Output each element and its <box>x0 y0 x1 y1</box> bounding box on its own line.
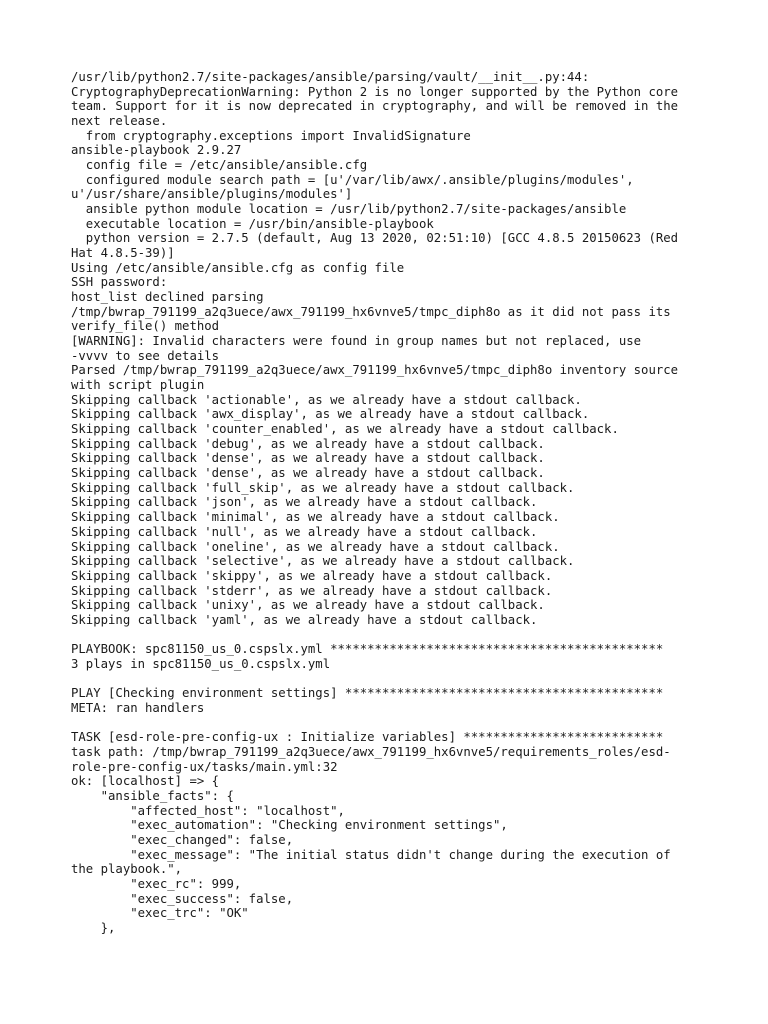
log-line: ansible python module location = /usr/lib/python2.7/site-packages/ansible <box>71 202 627 217</box>
log-line: "exec_automation": "Checking environment settings", <box>71 818 508 833</box>
log-line: with script plugin <box>71 378 205 393</box>
log-line: Skipping callback 'full_skip', as we already have a stdout callback. <box>71 480 575 495</box>
log-line: "exec_success": false, <box>71 891 294 906</box>
log-line: Skipping callback 'awx_display', as we already have a stdout callback. <box>71 407 590 422</box>
log-line: META: ran handlers <box>71 700 205 715</box>
log-line: [WARNING]: Invalid characters were found in group names but not replaced, use <box>71 334 642 349</box>
log-line: PLAYBOOK: spc81150_us_0.cspslx.yml ********************************************* <box>71 642 664 657</box>
terminal-log-output <box>71 70 701 936</box>
log-line: configured module search path = [u'/var/lib/awx/.ansible/plugins/modules', <box>71 172 634 187</box>
log-line: Skipping callback 'json', as we already have a stdout callback. <box>71 495 538 510</box>
log-line: CryptographyDeprecationWarning: Python 2 is no longer supported by the Python core <box>71 84 679 99</box>
log-line: Skipping callback 'selective', as we already have a stdout callback. <box>71 554 575 569</box>
log-line: ansible-playbook 2.9.27 <box>71 143 242 158</box>
log-line: }, <box>71 920 116 935</box>
log-line: Skipping callback 'minimal', as we already have a stdout callback. <box>71 510 560 525</box>
log-line: Hat 4.8.5-39)] <box>71 246 175 261</box>
log-line: host_list declined parsing <box>71 290 264 305</box>
log-line: "ansible_facts": { <box>71 788 234 803</box>
log-line: Skipping callback 'stderr', as we already have a stdout callback. <box>71 583 553 598</box>
log-line: team. Support for it is now deprecated in cryptography, and will be removed in the <box>71 99 679 114</box>
log-line: TASK [esd-role-pre-config-ux : Initialize variables] *************************** <box>71 730 664 745</box>
log-line: Skipping callback 'yaml', as we already have a stdout callback. <box>71 612 538 627</box>
log-line: Skipping callback 'oneline', as we already have a stdout callback. <box>71 539 560 554</box>
log-line: /tmp/bwrap_791199_a2q3uece/awx_791199_hx6vnve5/tmpc_diph8o as it did not pass its <box>71 304 671 319</box>
log-line: Parsed /tmp/bwrap_791199_a2q3uece/awx_791199_hx6vnve5/tmpc_diph8o inventory source <box>71 363 679 378</box>
log-line: -vvvv to see details <box>71 348 220 363</box>
log-line: executable location = /usr/bin/ansible-playbook <box>71 216 434 231</box>
log-line: /usr/lib/python2.7/site-packages/ansible/parsing/vault/__init__.py:44: <box>71 70 590 84</box>
log-line: Skipping callback 'unixy', as we already have a stdout callback. <box>71 598 545 613</box>
log-line: "exec_message": "The initial status didn't change during the execution of <box>71 847 671 862</box>
log-line: "exec_trc": "OK" <box>71 906 249 921</box>
log-line: 3 plays in spc81150_us_0.cspslx.yml <box>71 656 331 671</box>
log-line: Using /etc/ansible/ansible.cfg as config file <box>71 260 405 275</box>
log-line: python version = 2.7.5 (default, Aug 13 2020, 02:51:10) [GCC 4.8.5 20150623 (Red <box>71 231 679 246</box>
log-line <box>71 716 701 731</box>
log-line: SSH password: <box>71 275 168 290</box>
log-line <box>71 672 701 687</box>
log-line: Skipping callback 'skippy', as we already have a stdout callback. <box>71 568 553 583</box>
log-line: ok: [localhost] => { <box>71 774 220 789</box>
log-line: "exec_changed": false, <box>71 832 294 847</box>
log-line: PLAY [Checking environment settings] ******************************************* <box>71 686 664 701</box>
log-line: Skipping callback 'actionable', as we already have a stdout callback. <box>71 392 582 407</box>
log-line: u'/usr/share/ansible/plugins/modules'] <box>71 187 353 202</box>
log-line: task path: /tmp/bwrap_791199_a2q3uece/awx_791199_hx6vnve5/requirements_roles/esd- <box>71 744 671 759</box>
log-line: Skipping callback 'dense', as we already have a stdout callback. <box>71 466 545 481</box>
log-line: role-pre-config-ux/tasks/main.yml:32 <box>71 759 338 774</box>
log-line: config file = /etc/ansible/ansible.cfg <box>71 158 368 173</box>
log-line: verify_file() method <box>71 319 220 334</box>
log-line: Skipping callback 'debug', as we already have a stdout callback. <box>71 436 545 451</box>
log-line: Skipping callback 'counter_enabled', as we already have a stdout callback. <box>71 422 619 437</box>
log-line: the playbook.", <box>71 862 183 877</box>
log-line: "affected_host": "localhost", <box>71 803 345 818</box>
log-line <box>71 628 701 643</box>
log-line: "exec_rc": 999, <box>71 876 242 891</box>
log-line: Skipping callback 'dense', as we already have a stdout callback. <box>71 451 545 466</box>
log-line: next release. <box>71 114 168 129</box>
log-line: Skipping callback 'null', as we already have a stdout callback. <box>71 524 538 539</box>
log-line: from cryptography.exceptions import InvalidSignature <box>71 128 471 143</box>
